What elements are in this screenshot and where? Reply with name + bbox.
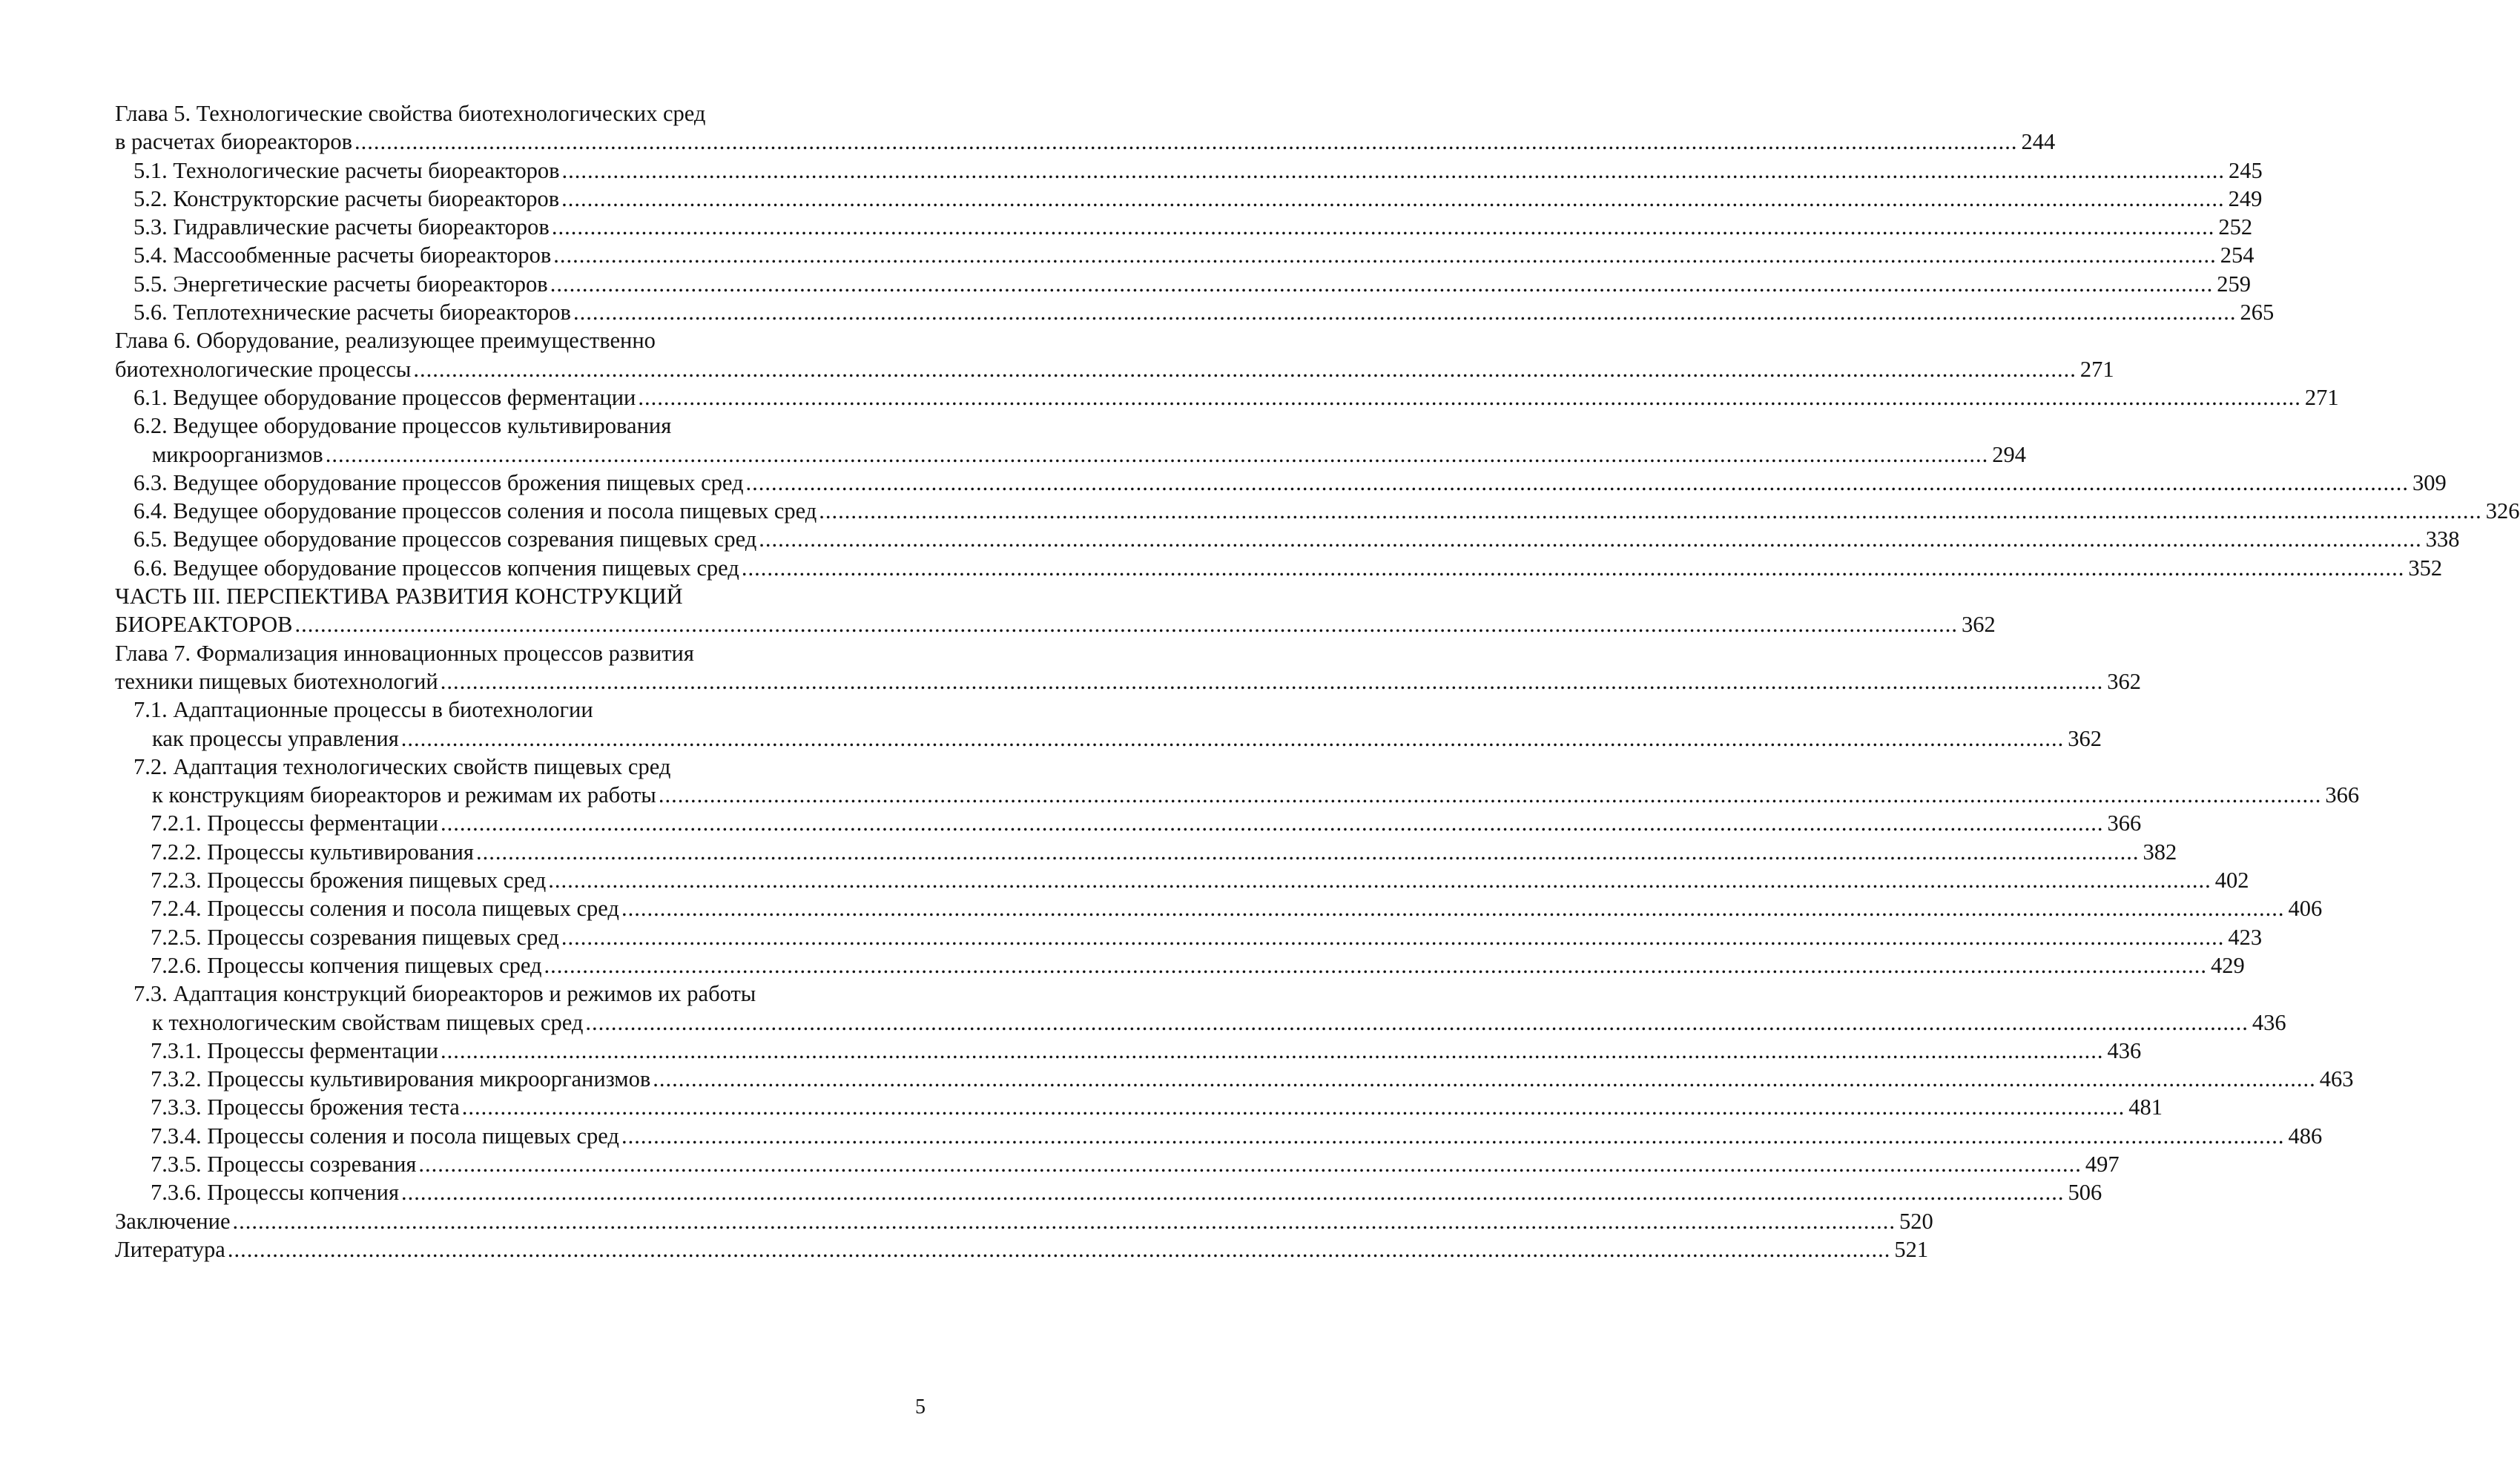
toc-entry[interactable] [115,554,2443,582]
toc-entry-page: 362 [1962,612,1996,638]
dot-leader: .................................................................................................................................................................................................................................................................... [561,924,2225,950]
toc-entry-title-line: Глава 5. Технологические свойства биотехнологических сред [115,101,706,126]
toc-entry-title: 5.3. Гидравлические расчеты биореакторов [133,214,550,240]
toc-entry-page: 245 [2229,157,2263,183]
toc-entry-page: 249 [2228,185,2263,211]
toc-entry-title: 7.3.3. Процессы брожения теста [151,1094,460,1120]
toc-entry[interactable] [115,753,2360,810]
toc-entry-page: 309 [2412,469,2447,495]
toc-entry-title-line: ЧАСТЬ III. ПЕРСПЕКТИВА РАЗВИТИЯ КОНСТРУКЦИЙ [115,584,683,610]
toc-entry[interactable] [115,696,2102,753]
toc-entry-title: 7.3.6. Процессы копчения [151,1180,399,1206]
toc-entry-page: 244 [2021,129,2056,155]
toc-entry-page: 366 [2325,782,2360,808]
toc-entry-title: микроорганизмов [152,441,323,467]
toc-entry-page: 254 [2220,242,2255,268]
toc-entry-title: 7.2.5. Процессы созревания пищевых сред [151,924,559,950]
dot-leader: .................................................................................................................................................................................................................................................................... [441,810,2104,836]
dot-leader: .................................................................................................................................................................................................................................................................... [561,157,2225,183]
toc-entry-title: 7.2.2. Процессы культивирования [151,839,474,865]
toc-entry[interactable] [115,980,2286,1037]
toc-entry-title: Литература [115,1236,225,1262]
toc-entry[interactable] [115,639,2142,696]
toc-entry-title-line: Глава 7. Формализация инновационных процессов развития [115,640,694,666]
dot-leader: .................................................................................................................................................................................................................................................................... [413,356,2077,382]
toc-entry[interactable] [115,241,2255,269]
toc-entry[interactable] [115,894,2323,922]
toc-entry[interactable] [115,412,2026,469]
dot-leader: .................................................................................................................................................................................................................................................................... [227,1236,1891,1262]
toc-entry-title: 7.3.1. Процессы ферментации [151,1037,439,1063]
toc-entry-title: 6.1. Ведущее оборудование процессов ферментации [133,384,636,410]
dot-leader: .................................................................................................................................................................................................................................................................... [440,668,2104,694]
toc-entry-title: в расчетах биореакторов [115,129,353,155]
toc-entry-title-line: 7.3. Адаптация конструкций биореакторов и режимов их работы [133,981,756,1007]
dot-leader: .................................................................................................................................................................................................................................................................... [561,185,2225,211]
toc-entry-title: к технологическим свойствам пищевых сред [152,1009,584,1035]
toc-entry-title: Заключение [115,1208,231,1234]
toc-entry-title: 6.3. Ведущее оборудование процессов брожения пищевых сред [133,469,744,495]
toc-entry-page: 423 [2228,924,2263,950]
toc-entry-page: 294 [1992,441,2026,467]
toc-entry-title: 6.4. Ведущее оборудование процессов соления и посола пищевых сред [133,498,817,524]
toc-entry-title: 7.3.4. Процессы соления и посола пищевых сред [151,1123,619,1149]
toc-entry-title: к конструкциям биореакторов и режимам их работы [152,782,656,808]
toc-entry-title: как процессы управления [152,725,399,751]
toc-entry-page: 436 [2107,1037,2142,1063]
toc-entry[interactable] [115,923,2263,951]
dot-leader: .................................................................................................................................................................................................................................................................... [551,214,2215,240]
dot-leader: .................................................................................................................................................................................................................................................................... [585,1009,2249,1035]
dot-leader: .................................................................................................................................................................................................................................................................... [544,952,2207,978]
toc-entry-title: 5.4. Массообменные расчеты биореакторов [133,242,552,268]
dot-leader: .................................................................................................................................................................................................................................................................... [232,1208,1896,1234]
toc-entry[interactable] [115,298,2275,326]
toc-entry[interactable] [115,1150,2120,1178]
toc-entry-page: 259 [2217,271,2251,297]
toc-entry-title: 7.2.4. Процессы соления и посола пищевых сред [151,896,619,922]
toc-entry-title-line: 7.1. Адаптационные процессы в биотехнологии [133,697,593,723]
dot-leader: .................................................................................................................................................................................................................................................................... [354,129,2018,155]
toc-entry[interactable] [115,185,2263,213]
toc-entry-page: 406 [2288,896,2323,922]
toc-entry[interactable] [115,582,1996,639]
toc-entry-page: 252 [2218,214,2253,240]
dot-leader: .................................................................................................................................................................................................................................................................... [573,300,2237,326]
dot-leader: .................................................................................................................................................................................................................................................................... [653,1066,2316,1092]
toc-entry-page: 486 [2288,1123,2323,1149]
toc-entry-page: 402 [2214,868,2249,894]
toc-entry-title: 5.5. Энергетические расчеты биореакторов [133,271,548,297]
dot-leader: .................................................................................................................................................................................................................................................................... [621,1123,2285,1149]
dot-leader: .................................................................................................................................................................................................................................................................... [759,526,2422,552]
toc-entry-page: 481 [2128,1094,2163,1120]
toc-entry-page: 497 [2085,1151,2120,1177]
toc-entry[interactable] [115,1235,1929,1264]
dot-leader: .................................................................................................................................................................................................................................................................... [745,469,2409,495]
toc-entry-title: 7.3.5. Процессы созревания [151,1151,417,1177]
dot-leader: .................................................................................................................................................................................................................................................................... [294,612,1958,638]
dot-leader: .................................................................................................................................................................................................................................................................... [553,242,2217,268]
toc-entry[interactable] [115,525,2460,553]
toc-entry-title: 6.5. Ведущее оборудование процессов созревания пищевых сред [133,526,757,552]
toc-entry[interactable] [115,838,2177,866]
toc-entry-page: 326 [2485,498,2520,524]
toc-entry-title: 6.6. Ведущее оборудование процессов копчения пищевых сред [133,555,739,581]
toc-entry[interactable] [115,809,2142,837]
toc-entry[interactable] [115,1065,2354,1093]
toc-entry-page: 506 [2068,1180,2102,1206]
toc-entry[interactable] [115,99,2056,156]
toc-entry-title: 5.6. Теплотехнические расчеты биореакторов [133,300,571,326]
toc-entry[interactable] [115,1093,2163,1121]
toc-entry[interactable] [115,383,2339,412]
dot-leader: .................................................................................................................................................................................................................................................................... [548,868,2211,894]
toc-entry-page: 521 [1894,1236,1929,1262]
toc-entry[interactable] [115,156,2263,185]
toc-entry-page: 271 [2304,384,2339,410]
dot-leader: .................................................................................................................................................................................................................................................................... [550,271,2214,297]
dot-leader: .................................................................................................................................................................................................................................................................... [441,1037,2104,1063]
toc-entry-page: 436 [2252,1009,2286,1035]
toc-entry[interactable] [115,1037,2142,1065]
toc-entry-title-line: Глава 6. Оборудование, реализующее преимущественно [115,328,656,354]
toc-entry-page: 362 [2107,668,2142,694]
toc-entry-page: 362 [2068,725,2102,751]
dot-leader: .................................................................................................................................................................................................................................................................... [418,1151,2082,1177]
toc-entry-page: 429 [2210,952,2245,978]
toc-entry-page: 338 [2425,526,2460,552]
toc-entry[interactable] [115,270,2251,298]
dot-leader: .................................................................................................................................................................................................................................................................... [638,384,2301,410]
dot-leader: .................................................................................................................................................................................................................................................................... [400,725,2065,751]
dot-leader: .................................................................................................................................................................................................................................................................... [325,441,1989,467]
toc-entry-page: 265 [2240,300,2275,326]
dot-leader: .................................................................................................................................................................................................................................................................... [658,782,2322,808]
toc-entry-page: 271 [2079,356,2114,382]
toc-entry[interactable] [115,213,2253,241]
toc-entry[interactable] [115,866,2249,894]
dot-leader: .................................................................................................................................................................................................................................................................... [741,555,2405,581]
toc-entry-page: 352 [2408,555,2443,581]
toc-entry-page: 463 [2319,1066,2354,1092]
toc-entry-title: техники пищевых биотехнологий [115,668,438,694]
toc-entry-title: 7.2.6. Процессы копчения пищевых сред [151,952,542,978]
table-of-contents [115,99,2520,1264]
dot-leader: .................................................................................................................................................................................................................................................................... [475,839,2140,865]
toc-entry-title: биотехнологические процессы [115,356,412,382]
page-number: 5 [915,1396,926,1418]
toc-entry[interactable] [115,469,2447,497]
toc-entry[interactable] [115,951,2245,980]
toc-entry[interactable] [115,1207,1933,1235]
toc-entry-title-line: 6.2. Ведущее оборудование процессов культивирования [133,413,672,439]
dot-leader: .................................................................................................................................................................................................................................................................... [400,1180,2065,1206]
toc-entry[interactable] [115,1122,2323,1150]
toc-entry-page: 520 [1899,1208,1933,1234]
toc-entry[interactable] [115,1178,2102,1206]
dot-leader: .................................................................................................................................................................................................................................................................... [819,498,2482,524]
toc-entry-title-line: 7.2. Адаптация технологических свойств пищевых сред [133,753,671,779]
dot-leader: .................................................................................................................................................................................................................................................................... [621,896,2285,922]
toc-entry-title: БИОРЕАКТОРОВ [115,612,293,638]
toc-entry-title: 5.1. Технологические расчеты биореакторов [133,157,560,183]
toc-entry-title: 7.2.3. Процессы брожения пищевых сред [151,868,547,894]
toc-entry-title: 7.2.1. Процессы ферментации [151,810,439,836]
toc-entry-title: 5.2. Конструкторские расчеты биореакторов [133,185,560,211]
toc-entry-title: 7.3.2. Процессы культивирования микроорганизмов [151,1066,651,1092]
dot-leader: .................................................................................................................................................................................................................................................................... [461,1094,2125,1120]
toc-entry[interactable] [115,326,2114,383]
toc-entry-page: 382 [2143,839,2177,865]
toc-entry[interactable] [115,497,2520,525]
toc-entry-page: 366 [2107,810,2142,836]
